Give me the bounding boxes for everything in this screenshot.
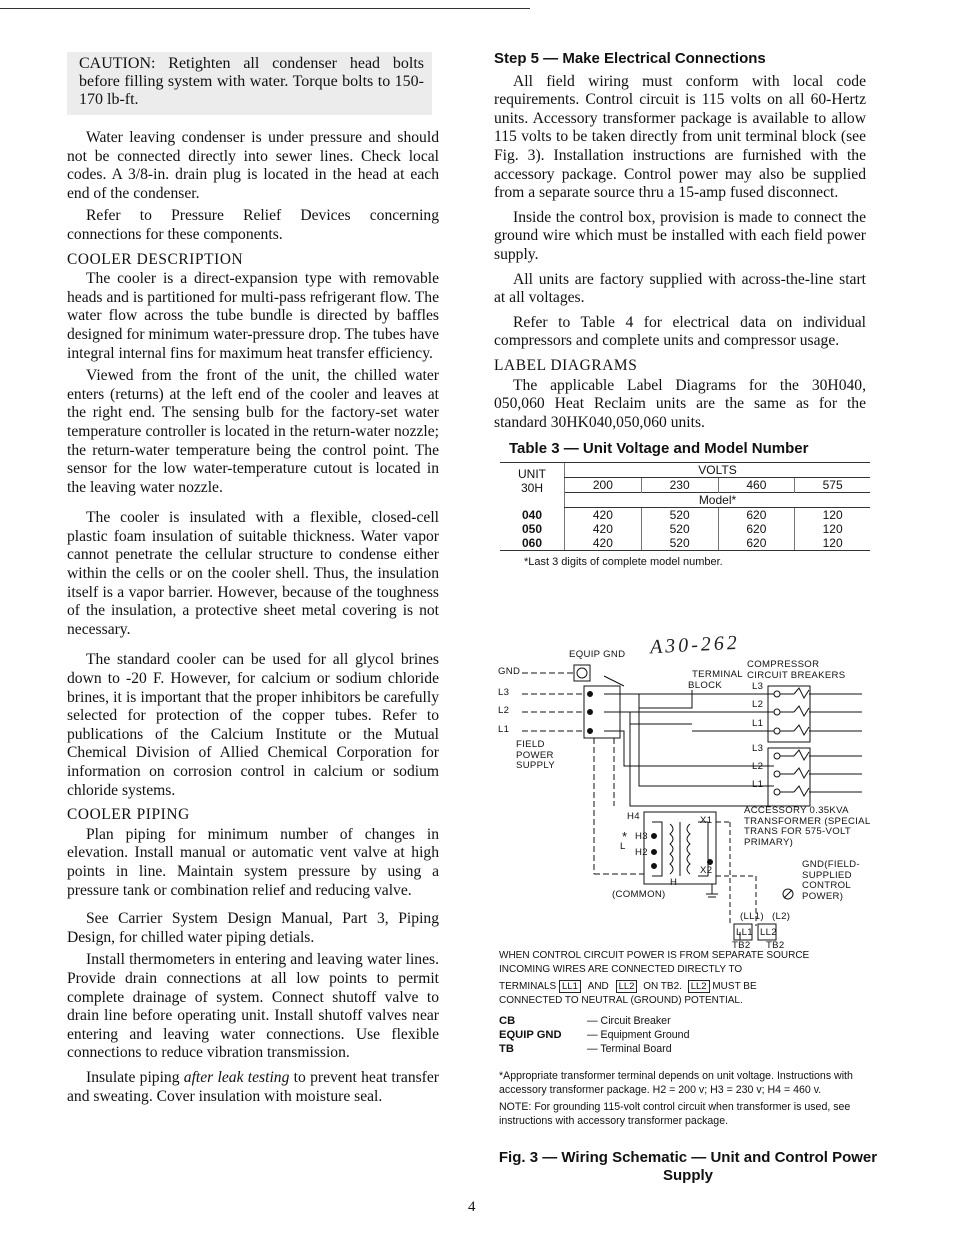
x1-label: X1 [700,815,713,826]
figure-caption: Fig. 3 — Wiring Schematic — Unit and Control Power Supply [498,1149,878,1184]
paragraph: See Carrier System Design Manual, Part 3, Piping Design, for chilled water piping detials. [67,910,439,946]
gnd-field-supplied-label [802,860,860,902]
table-cell: 120 [795,507,870,522]
equip-gnd-label: EQUIP GND [569,649,626,660]
paragraph: The cooler is a direct-expansion type with removable heads and is partitioned for multi-pass refrigerant flow. The water flow across the tube bundle is directed by baffles designed for minimum water-pressure drop. The tubes have integral internal fins for maximum heat transfer efficiency. [67,270,439,362]
l2-label: L2 [752,699,764,710]
power-label: POWER [516,749,554,761]
model-header: Model* [565,492,871,507]
table-row [500,536,870,551]
abbr-value: — Terminal Board [587,1042,672,1055]
accessory-transformer-label [744,806,870,848]
table-row [500,522,870,536]
transformer-footnote: *Appropriate transformer terminal depends on unit voltage. Instructions with accessory transformer package. H2 = 200 v; H3 = 230 v; H4 = 460 v. [499,1070,853,1096]
terminal-label: TERMINAL [692,669,743,680]
ll2-box: LL2 [688,980,710,993]
grounding-note: NOTE: For grounding 115-volt control circuit when transformer is used, see instructions with accessory transformer package. [499,1101,851,1127]
paragraph: Inside the control box, provision is made to connect the ground wire which must be installed with each field power supply. [494,208,866,263]
h3-label: H3 [635,831,648,842]
ll1-box: LL1 [559,980,581,993]
italic-text: after leak testing [183,1068,290,1086]
must-be-text: MUST BE [712,981,757,993]
table3-title: Table 3 — Unit Voltage and Model Number [509,440,809,458]
paragraph: Water leaving condenser is under pressure and should not be connected directly into sewer lines. Check local codes. A 3/8-in. drain plug is located in the head at each end of the condenser. [67,129,439,202]
table-cell: 120 [795,522,870,536]
voltage-cell: 230 [641,477,718,492]
unit-label: UNIT [518,466,546,481]
on-tb2-text: ON TB2. [643,981,682,993]
unit-header [500,462,565,507]
lo-label: L [620,841,626,852]
gnd-label: GND [498,666,521,677]
top-rule [0,8,530,9]
table-cell: 420 [565,507,642,522]
ll2-terminal: LL2 [760,927,777,938]
table-cell: 420 [565,522,642,536]
paragraph: Refer to Pressure Relief Devices concerning connections for these components. [67,207,439,243]
note-line: INCOMING WIRES ARE CONNECTED DIRECTLY TO [499,963,743,975]
h4-label: H4 [627,811,640,822]
note-line: CONNECTED TO NEUTRAL (GROUND) POTENTIAL. [499,994,743,1006]
and-text: AND [587,981,609,993]
paragraph: The standard cooler can be used for all glycol brines down to -20 F. However, for calcium or sodium chloride brines, it is important that the proper inhibitors be carefully selected for protection of the copper tubes. Refer to publications of the Calcium Institute or the Mutual Chemical Division of Allied Chemical Corporation for information on corrosion control in calcium or sodium chloride systems. [67,651,439,799]
ll1-paren-label: (LL1) [740,911,764,922]
section-heading-cooler-description: COOLER DESCRIPTION [67,250,244,268]
table-row [500,507,870,522]
voltage-cell: 575 [795,477,870,492]
supply-label: SUPPLY [516,760,555,771]
caution-box: CAUTION: Retighten all condenser head bolts before filling system with water. Torque bolts to 150-170 lb-ft. [67,52,432,115]
paragraph: All units are factory supplied with across-the-line start at all voltages. [494,270,866,307]
paragraph: The cooler is insulated with a flexible, closed-cell plastic foam insulation of suitable thickness. Water vapor cannot penetrate the cellular structure to condense either within the cells or on the cooler shell. Thus, the insulation itself is a vapor barrier. However, because of the toughness of the insulation, a protective sheet metal covering is not necessary. [67,509,439,638]
paragraph: All field wiring must conform with local code requirements. Control circuit is 115 volts on all 60-Hertz units. Accessory transformer package is available to allow 115 volts to be taken directly from unit terminal block (see Fig. 3). Installation instructions are furnished with the accessory package. Control power may also be supplied from a separate source thru a 15-amp fused disconnect. [494,72,866,202]
paragraph: Install thermometers in entering and leaving water lines. Provide drain connections at all low points to permit complete drainage of system. Connect shutoff valve to drain line before operating unit. Install shutoff valves near entering and leaving water connections. Use flexible connections to reduce vibration transmission. [67,951,439,1062]
tb2-label: TB2 [732,940,751,951]
text-run: to prevent heat transfer and sweating. Cover insulation with moisture seal. [67,1068,439,1105]
l2-label: L2 [498,705,510,716]
step5-heading: Step 5 — Make Electrical Connections [494,50,766,67]
abbr-key: EQUIP GND [499,1028,562,1041]
star-label: * [622,829,628,844]
accessory-line: TRANSFORMER (SPECIAL [744,815,871,827]
terminals-text: TERMINALS [499,981,557,993]
terminal-block-label [688,669,743,691]
table-cell: 040 [521,507,543,522]
l1-label: L1 [498,724,510,735]
x2-label: X2 [700,865,713,876]
l3-label: L3 [752,681,764,692]
field-label: FIELD [516,739,545,750]
paragraph [67,1069,439,1106]
volts-header: VOLTS [565,462,871,477]
table-cell: 420 [565,536,642,551]
section-heading-cooler-piping: COOLER PIPING [67,806,190,824]
tb2-label: TB2 [766,940,785,951]
note-line [499,980,879,994]
block-label: BLOCK [688,679,723,691]
voltage-cell: 200 [565,477,642,492]
paragraph: Viewed from the front of the unit, the chilled water enters (returns) at the left end of the cooler and leaves at the right end. The sensing bulb for the factory-set water temperature controller is located in the return-water nozzle; the return-water temperature being the control point. The sensor for the low water-temperature cutout is located in the leaving water nozzle. [67,367,439,496]
l3-label: L3 [752,743,764,754]
table-cell: 120 [795,536,870,551]
abbr-key: CB [499,1015,516,1028]
table-cell: 620 [718,536,795,551]
ll2-box: LL2 [616,980,638,993]
table-cell: 520 [641,536,718,551]
table-cell: 620 [718,507,795,522]
abbr-key: TB [499,1042,514,1055]
common-label: (COMMON) [612,889,666,900]
wiring-schematic [494,636,884,956]
h2-label: H2 [635,847,648,858]
voltage-cell: 460 [718,477,795,492]
gnd-field-line: POWER) [802,890,844,902]
l3-label: L3 [498,687,510,698]
l1-label: L1 [752,718,764,729]
gnd-field-line: SUPPLIED [802,869,852,881]
l2-paren-label: (L2) [772,911,791,922]
table-cell: 060 [500,536,565,551]
accessory-line: TRANS FOR 575-VOLT [744,826,852,837]
diagram-notes [499,949,879,1129]
table-cell: 620 [718,522,795,536]
field-power-supply-label [516,740,555,772]
accessory-line: PRIMARY) [744,836,794,848]
note-line: WHEN CONTROL CIRCUIT POWER IS FROM SEPARATE SOURCE [499,950,810,961]
paragraph: Refer to Table 4 for electrical data on individual compressors and complete units and compressor usage. [494,313,866,350]
table3-footnote: *Last 3 digits of complete model number. [524,555,723,568]
table-header-row [500,462,870,477]
unit-label-30h: 30H [520,480,543,495]
text-run: Insulate piping [86,1068,184,1086]
table-cell: 520 [641,507,718,522]
abbreviations [499,1015,879,1056]
table3 [500,462,870,551]
table-cell: 050 [521,521,543,536]
page-number: 4 [468,1199,476,1215]
accessory-line: ACCESSORY 0.35KVA [744,805,849,816]
table-cell: 520 [641,522,718,536]
abbr-row [499,1043,879,1057]
circuit-breakers-label: CIRCUIT BREAKERS [747,669,846,681]
l2-label: L2 [752,761,764,772]
abbr-value: — Equipment Ground [587,1028,690,1041]
left-column [67,52,439,1106]
gnd-field-line: GND(FIELD- [802,859,860,870]
abbr-row [499,1029,879,1043]
abbr-value: — Circuit Breaker [587,1015,671,1028]
abbr-row [499,1015,879,1029]
gnd-field-line: CONTROL [802,880,852,891]
l1-label: L1 [752,779,764,790]
paragraph: Plan piping for minimum number of changes in elevation. Install manual or automatic vent valve at high points in line. Maintain system pressure by using a pressure tank or combination relief and reducing valve. [67,825,439,899]
section-heading-label-diagrams: LABEL DIAGRAMS [494,356,638,374]
compressor-breakers-label [747,660,845,681]
right-column [494,50,866,571]
h-label: H [670,877,678,888]
ll1-terminal: LL1 [736,927,753,938]
compressor-label: COMPRESSOR [747,659,820,670]
handwritten-note: A30-262 [649,631,741,659]
paragraph: The applicable Label Diagrams for the 30H040, 050,060 Heat Reclaim units are the same as for the standard 30HK040,050,060 units. [494,376,866,431]
